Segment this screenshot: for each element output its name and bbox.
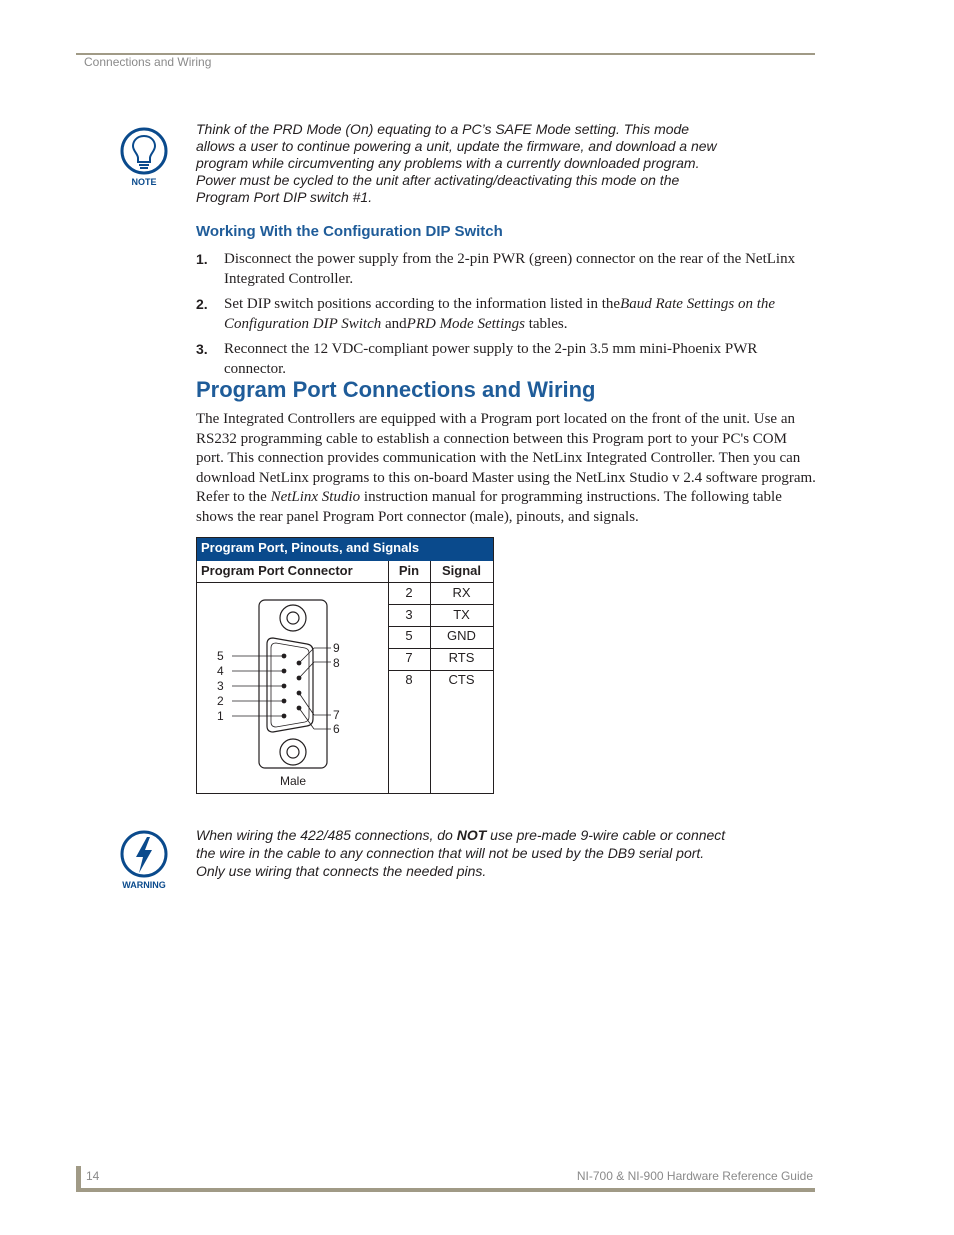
cross-reference[interactable]: PRD Mode Settings bbox=[406, 315, 525, 332]
warning-emphasis: NOT bbox=[456, 827, 487, 843]
pin-label: 9 bbox=[333, 641, 340, 655]
step-text: Set DIP switch positions according to the information listed in the bbox=[224, 296, 621, 312]
table-title: Program Port, Pinouts, and Signals bbox=[197, 538, 493, 561]
list-item bbox=[196, 340, 821, 379]
pinout-table bbox=[196, 537, 494, 794]
footer-doc-title: NI-700 & NI-900 Hardware Reference Guide bbox=[576, 1169, 813, 1183]
table-cell-signal: CTS bbox=[448, 672, 475, 687]
table-cell-pin: 8 bbox=[405, 672, 413, 687]
table-header-connector: Program Port Connector bbox=[201, 563, 353, 578]
pin-label: 1 bbox=[217, 709, 224, 723]
warning-icon-label: WARNING bbox=[122, 880, 166, 890]
running-header: Connections and Wiring bbox=[84, 55, 212, 69]
step-number: 1. bbox=[196, 251, 208, 267]
table-cell-signal: RX bbox=[452, 585, 471, 600]
note-text: Think of the PRD Mode (On) equating to a PC’s SAFE Mode setting. This mode allows a user to continue powering a unit, update the firmware, and download a new program while circumventing any problems with a currently downloaded program. Power must be cycled to the unit after activating/deactivating this mode on the Program Port DIP switch #1. bbox=[196, 121, 717, 205]
step-text: Disconnect the power supply from the 2-pin PWR (green) connector on the rear of the NetLinx Integrated Controller. bbox=[224, 251, 796, 287]
pin-label: 4 bbox=[217, 664, 224, 678]
footer-rule bbox=[76, 1188, 815, 1192]
list-item bbox=[196, 250, 821, 289]
table-cell-pin: 2 bbox=[405, 585, 413, 600]
step-number: 3. bbox=[196, 341, 208, 357]
step-number: 2. bbox=[196, 296, 208, 312]
step-text: and bbox=[381, 315, 407, 332]
pin-label: 5 bbox=[217, 649, 224, 663]
pin-label: 8 bbox=[333, 656, 340, 670]
table-cell-signal: RTS bbox=[448, 650, 475, 665]
warning-text bbox=[196, 826, 736, 880]
table-cell-pin: 3 bbox=[405, 607, 413, 622]
left-pin-labels bbox=[217, 649, 224, 724]
page-number: 14 bbox=[86, 1169, 100, 1183]
note-icon bbox=[118, 127, 170, 189]
warning-icon bbox=[118, 830, 170, 892]
table-cell-pin: 7 bbox=[405, 650, 413, 665]
cross-reference: NetLinx Studio bbox=[270, 489, 361, 505]
warning-text-part: use pre-made 9-wire cable or connect the wire in the cable to any connection that will not be used by the DB9 serial port. Only use wiring that connects the needed pins. bbox=[196, 827, 726, 879]
table-header-pin: Pin bbox=[398, 563, 420, 578]
paragraph-text: The Integrated Controllers are equipped with a Program port located on the front of the unit. Use an RS232 programming cable to establish a connection between this Program port to your PC's COM port. This connection provides communication with the NetLinx Integrated Controller. Then you can download NetLinx programs to this on-board Master using the NetLinx Studio v 2.4 software program. Refer to the bbox=[196, 411, 816, 505]
list-item bbox=[196, 295, 821, 334]
cross-reference[interactable]: Baud Rate Settings on the Configuration DIP Switch bbox=[224, 296, 776, 332]
table-header-signal: Signal bbox=[441, 563, 481, 578]
step-text: Reconnect the 12 VDC-compliant power supply to the 2-pin 3.5 mm mini-Phoenix PWR connector. bbox=[224, 341, 758, 377]
steps-list bbox=[196, 250, 821, 385]
pin-label: 6 bbox=[333, 722, 340, 736]
section-heading-program-port: Program Port Connections and Wiring bbox=[196, 377, 596, 402]
body-paragraph bbox=[196, 410, 816, 527]
pin-label: 7 bbox=[333, 708, 340, 722]
table-cell-signal: TX bbox=[453, 607, 470, 622]
table-cell-pin: 5 bbox=[405, 628, 413, 643]
diagram-caption: Male bbox=[279, 774, 306, 788]
pin-label: 2 bbox=[217, 694, 224, 708]
section-heading-dip: Working With the Configuration DIP Switch bbox=[196, 223, 503, 240]
note-icon-label: NOTE bbox=[131, 177, 157, 187]
pin-label: 3 bbox=[217, 679, 224, 693]
db9-connector-icon bbox=[207, 596, 357, 792]
table-cell-signal: GND bbox=[447, 628, 476, 643]
warning-text-part: When wiring the 422/485 connections, do bbox=[196, 827, 457, 843]
paragraph-text: instruction manual for programming instructions. The following table shows the rear panel Program Port connector (male), pinouts, and signals. bbox=[196, 489, 782, 525]
db9-connector-diagram bbox=[207, 596, 357, 792]
step-text: tables. bbox=[524, 315, 568, 332]
